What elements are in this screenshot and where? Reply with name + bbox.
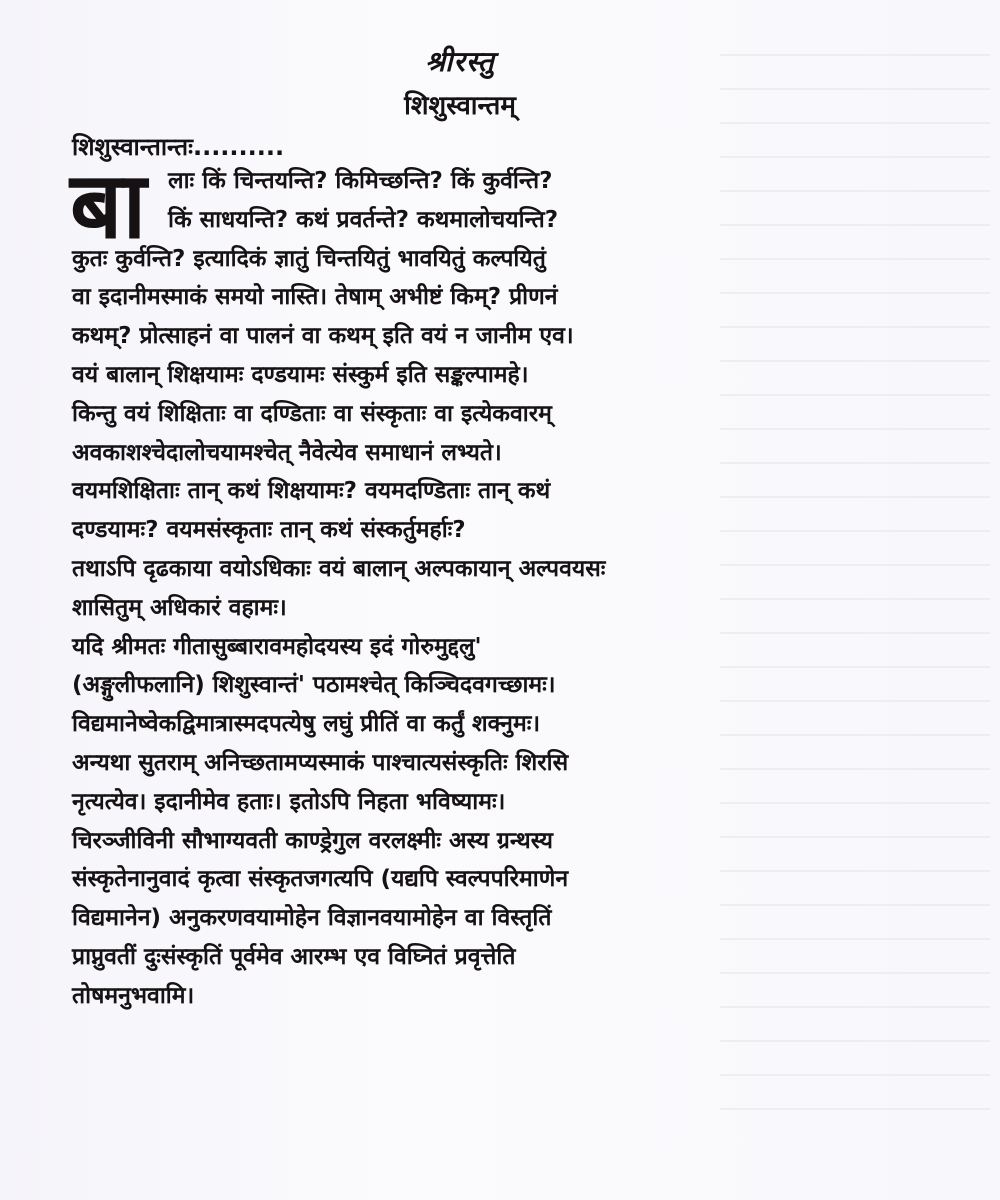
text-line: चिरञ्जीविनी सौभाग्यवती काण्ड्रेगुल वरलक्ष्मीः अस्य ग्रन्थस्य: [72, 827, 554, 854]
text-line: कथम्? प्रोत्साहनं वा पालनं वा कथम् इति वयं न जानीम एव।: [72, 323, 574, 350]
text-line: प्राप्नुवतीं दुःसंस्कृतिं पूर्वमेव आरम्भ एव विघ्नितं प्रवृत्तेति: [72, 943, 516, 970]
section-heading: शिशुस्वान्तान्तः..........: [72, 133, 285, 161]
text-line: तथाऽपि दृढकाया वयोऽधिकाः वयं बालान् अल्पकायान् अल्पवयसः: [72, 555, 606, 582]
drop-cap: बा: [70, 152, 147, 259]
text-line: अवकाशश्चेदालोचयामश्चेत् नैवेत्येव समाधानं लभ्यते।: [72, 439, 502, 466]
body-text: [70, 152, 852, 1016]
text-line: किन्तु वयं शिक्षिताः वा दण्डिताः वा संस्कृताः वा इत्येकवारम्: [72, 400, 552, 427]
text-line: लाः किं चिन्तयन्ति? किमिच्छन्ति? किं कुर्वन्ति?: [168, 168, 553, 194]
text-line: वयमशिक्षिताः तान् कथं शिक्षयामः? वयमदण्डिताः तान् कथं: [72, 478, 551, 505]
text-line: किं साधयन्ति? कथं प्रवर्तन्ते? कथमालोचयन्ति?: [168, 206, 559, 233]
text-line: यदि श्रीमतः गीतासुब्बारावमहोदयस्य इदं गोरुमुद्दलु': [72, 633, 482, 660]
text-line: अन्यथा सुतराम् अनिच्छतामप्यस्माकं पाश्चात्यसंस्कृतिः शिरसि: [72, 749, 569, 776]
text-line: विद्यमानेष्वेकद्विमात्रास्मदपत्येषु लघुं प्रीतिं वा कर्तुं शक्नुमः।: [72, 711, 541, 738]
text-line: विद्यमानेन) अनुकरणवयामोहेन विज्ञानवयामोहेन वा विस्तृतिं: [72, 905, 552, 932]
text-line: संस्कृतेनानुवादं कृत्वा संस्कृतजगत्यपि (यद्यपि स्वल्पपरिमाणेन: [72, 866, 569, 893]
text-line: तोषमनुभवामि।: [72, 982, 195, 1009]
text-line: वयं बालान् शिक्षयामः दण्डयामः संस्कुर्म इति सङ्कल्पामहे।: [72, 361, 529, 388]
text-line: कुतः कुर्वन्ति? इत्यादिकं ज्ञातुं चिन्तयितुं भावयितुं कल्पयितुं: [72, 245, 546, 272]
text-line: शासितुम् अधिकारं वहामः।: [72, 594, 287, 621]
text-line: (अङ्गुलीफलानि) शिशुस्वान्तं' पठामश्चेत् किञ्चिदवगच्छामः।: [72, 672, 556, 699]
page-title: श्रीरस्तु: [425, 45, 495, 78]
page-subtitle: शिशुस्वान्तम्: [404, 91, 516, 121]
text-line: वा इदानीमस्माकं समयो नास्ति। तेषाम् अभीष्टं किम्? प्रीणनं: [72, 284, 558, 311]
text-line: दण्डयामः? वयमसंस्कृताः तान् कथं संस्कर्तुमर्हाः?: [72, 517, 466, 544]
text-line: नृत्यत्येव। इदानीमेव हताः। इतोऽपि निहता भविष्यामः।: [72, 788, 506, 815]
